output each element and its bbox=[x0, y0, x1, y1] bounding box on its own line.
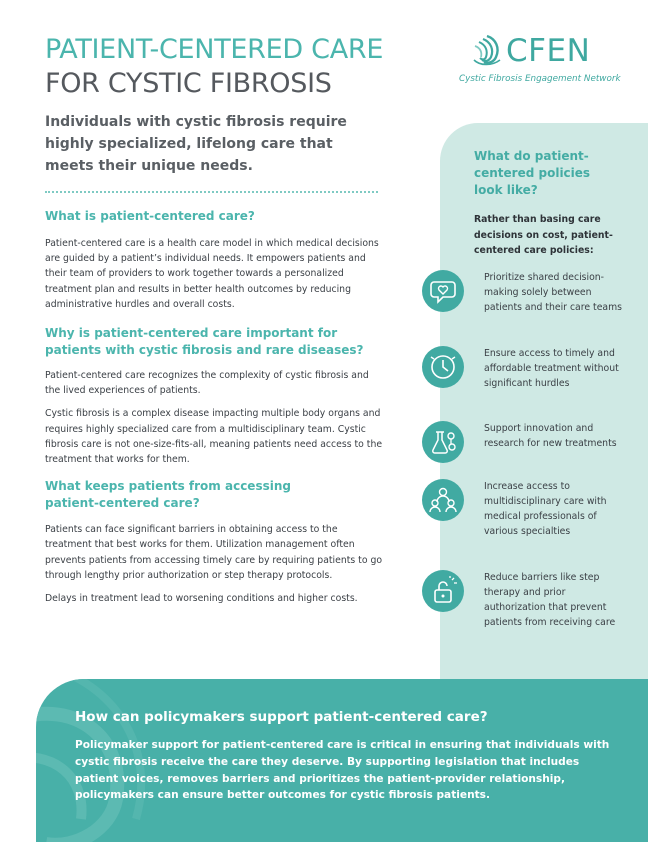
lab-research-icon bbox=[422, 421, 464, 463]
section-paragraph: Patient-centered care is a health care model in which medical decisions are guided by a patient’s individual needs. It empowers patients and their team of providers to work together towards a personalized treatment plan and results in better health outcomes by reducing administrative hurdles and overall costs. bbox=[45, 238, 379, 310]
panel-title: What do patient-centered policies look like? bbox=[474, 149, 591, 197]
care-team-icon bbox=[422, 479, 464, 521]
page-title bbox=[45, 34, 383, 100]
policy-item-text: Support innovation and research for new treatments bbox=[484, 423, 617, 449]
clock-icon bbox=[422, 346, 464, 388]
policymaker-callout bbox=[36, 679, 648, 842]
callout-body: Policymaker support for patient-centered care is critical in ensuring that individuals with cystic fibrosis receive the care they deserve. By supporting legislation that includes patient voices, removes barriers and prioritizes the patient-provider relationship, policymakers can ensure better outcomes for cystic fibrosis patients. bbox=[75, 739, 610, 802]
chat-heart-icon bbox=[422, 270, 464, 312]
policy-item bbox=[422, 479, 642, 549]
policy-item-text: Prioritize shared decision-making solely between patients and their care teams bbox=[484, 272, 623, 313]
callout-title: How can policymakers support patient-centered care? bbox=[75, 709, 488, 725]
section-paragraph: Delays in treatment lead to worsening conditions and higher costs. bbox=[45, 593, 358, 605]
policy-item bbox=[422, 270, 642, 340]
main-content bbox=[45, 208, 383, 606]
title-line-1: PATIENT-CENTERED CARE bbox=[45, 34, 384, 65]
section-heading-why-important: Why is patient-centered care important for patients with cystic fibrosis and rare diseases? bbox=[45, 326, 364, 358]
logo-wordmark: CFEN bbox=[506, 33, 591, 69]
section-heading-what-is: What is patient-centered care? bbox=[45, 209, 255, 223]
unlock-icon bbox=[422, 570, 464, 612]
section-paragraph: Patient-centered care recognizes the complexity of cystic fibrosis and the lived experiences of patients. bbox=[45, 370, 369, 397]
cfen-logo bbox=[452, 32, 632, 88]
policy-item bbox=[422, 346, 642, 416]
logo-tagline: Cystic Fibrosis Engagement Network bbox=[459, 74, 621, 84]
policy-item-text: Increase access to multidisciplinary care with medical professionals of various specialties bbox=[484, 481, 607, 537]
policy-item bbox=[422, 570, 642, 640]
policy-item-text: Reduce barriers like step therapy and prior authorization that prevent patients from receiving care bbox=[484, 572, 616, 628]
title-line-2: FOR CYSTIC FIBROSIS bbox=[45, 68, 332, 99]
cfen-swirl-icon bbox=[470, 33, 504, 67]
section-heading-barriers: What keeps patients from accessing patient-centered care? bbox=[45, 479, 291, 511]
panel-intro: Rather than basing care decisions on cost, patient-centered care policies: bbox=[474, 214, 613, 256]
section-paragraph: Patients can face significant barriers in obtaining access to the treatment that best works for them. Utilization management often prevents patients from accessing timely care by requiring patients to go through lengthy prior authorization or step therapy protocols. bbox=[45, 524, 383, 581]
section-paragraph: Cystic fibrosis is a complex disease impacting multiple body organs and requires highly specialized care from a multidisciplinary team. Cystic fibrosis care is not one-size-fits-all, meaning patients need access to the treatment that works for them. bbox=[45, 408, 383, 466]
dotted-divider bbox=[45, 191, 378, 193]
intro-statement: Individuals with cystic fibrosis require highly specialized, lifelong care that meets their unique needs. bbox=[45, 114, 347, 174]
policy-item-text: Ensure access to timely and affordable treatment without significant hurdles bbox=[484, 348, 619, 389]
